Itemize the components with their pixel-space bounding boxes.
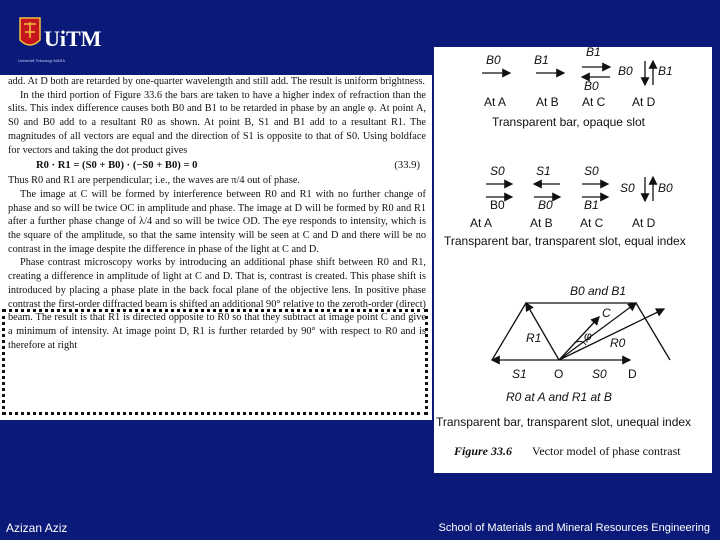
r1-label-b0a: B0: [486, 53, 501, 67]
r3-vector-c: [559, 317, 599, 360]
r2-point-b: At B: [530, 216, 553, 230]
r2-label-s0c: S0: [584, 164, 599, 178]
r3-right-edge: [636, 303, 670, 360]
r2-label-s0a: S0: [490, 164, 505, 178]
r2-label-b1c: B1: [584, 198, 599, 212]
r1-point-a: At A: [484, 95, 507, 109]
r1-point-c: At C: [582, 95, 606, 109]
r2-caption: Transparent bar, transparent slot, equal index: [444, 234, 686, 248]
logo-tagline: Universiti Teknologi MARA: [18, 58, 66, 63]
r2-label-s0d: S0: [620, 181, 635, 195]
figure-number: Figure 33.6: [454, 444, 513, 458]
r2-point-c: At C: [580, 216, 604, 230]
r3-bottom-label: R0 at A and R1 at B: [506, 390, 612, 404]
r1-label-b0c: B0: [584, 79, 599, 93]
r1-label-b0d: B0: [618, 64, 633, 78]
r3-label-s0: S0: [592, 367, 607, 381]
r2-point-a: At A: [470, 216, 493, 230]
equation-33-9: [0, 157, 432, 174]
r3-caption: Transparent bar, transparent slot, unequal index: [436, 415, 692, 429]
r1-point-b: At B: [536, 95, 559, 109]
paragraph-4: The image at C will be formed by interference between R0 and R1 with no further change of phase and so will be twice OC in amplitude and phase. The image at D will be formed by R0 and R1 after a further phase change of λ/4 and so will be twice OD. The eye responds to intensity, which is the square of the amplitude, so that the same intensity will be seen at C and D and there will be no contrast in the image despite the difference in phase of the light at C and D.: [8, 188, 426, 255]
r3-label-phi: φ: [584, 329, 592, 343]
text-panel: [0, 75, 432, 420]
paragraph-3: Thus R0 and R1 are perpendicular; i.e., the waves are π/4 out of phase.: [8, 175, 300, 187]
figure-panel: [434, 47, 712, 473]
r2-label-s1: S1: [536, 164, 551, 178]
logo-text: UiTM: [44, 26, 102, 51]
r3-vector-b: [559, 303, 636, 360]
r3-label-r0: R0: [610, 336, 626, 350]
figure-33-6: [434, 47, 712, 473]
r3-vector-r0: [559, 309, 664, 360]
r3-left-edge: [492, 303, 526, 360]
equation-text: R0 · R1 = (S0 + B0) · (−S0 + B0) = 0: [36, 160, 198, 172]
r3-label-r1: R1: [526, 331, 542, 345]
r3-top-label: B0 and B1: [570, 284, 627, 298]
r1-point-d: At D: [632, 95, 656, 109]
r2-point-d: At D: [632, 216, 656, 230]
r1-label-b1c: B1: [586, 45, 601, 59]
paragraph-2: In the third portion of Figure 33.6 the bars are taken to have a higher index of refraction than the slits. This index difference causes both B0 and B1 to be retarded in phase by an angle φ. At point A, S0 and B0 add to a resultant R0 as shown. At point B, S1 and B1 add to a resultant R1. The magnitudes of all vectors are equal and the direction of S1 is opposite to that of S0. Using boldface for vectors and taking the dot product gives: [8, 89, 426, 156]
r2-label-b0a: B0: [490, 198, 505, 212]
author-name: Azizan Aziz: [6, 521, 68, 535]
r2-label-b0d: B0: [658, 181, 673, 195]
school-name: School of Materials and Mineral Resources Engineering: [438, 522, 710, 534]
r3-label-o: O: [554, 367, 564, 381]
r1-label-b1a: B1: [534, 53, 549, 67]
r1-label-b1d: B1: [658, 64, 673, 78]
r2-label-b0b: B0: [538, 198, 553, 212]
paragraph-5: Phase contrast microscopy works by introducing an additional phase shift between R0 and R1, creating a difference in amplitude of light at C and D. That is, contrast is created. This phase shift is introduced by placing a phase plate in the back focal plane of the objective lens. In positive phase contrast the first-order diffracted beam is shifted an additional 90° relative to the zeroth-order (direct) beam. The result is that R1 is directed opposite to R0 so that they subtract at image point C and give a minimum of intensity. At image point D, R1 is further retarded by 90° with respect to R0 and is therefore at right: [8, 257, 426, 351]
r3-label-s1: S1: [512, 367, 527, 381]
r1-caption: Transparent bar, opaque slot: [492, 115, 645, 129]
figure-title: Vector model of phase contrast: [532, 444, 681, 458]
equation-number: (33.9): [394, 160, 420, 172]
paragraph-1: add. At D both are retarded by one-quarter wavelength and still add. The result is uniform brightness.: [8, 76, 426, 87]
r3-label-c: C: [602, 306, 611, 320]
r3-label-d: D: [628, 367, 637, 381]
